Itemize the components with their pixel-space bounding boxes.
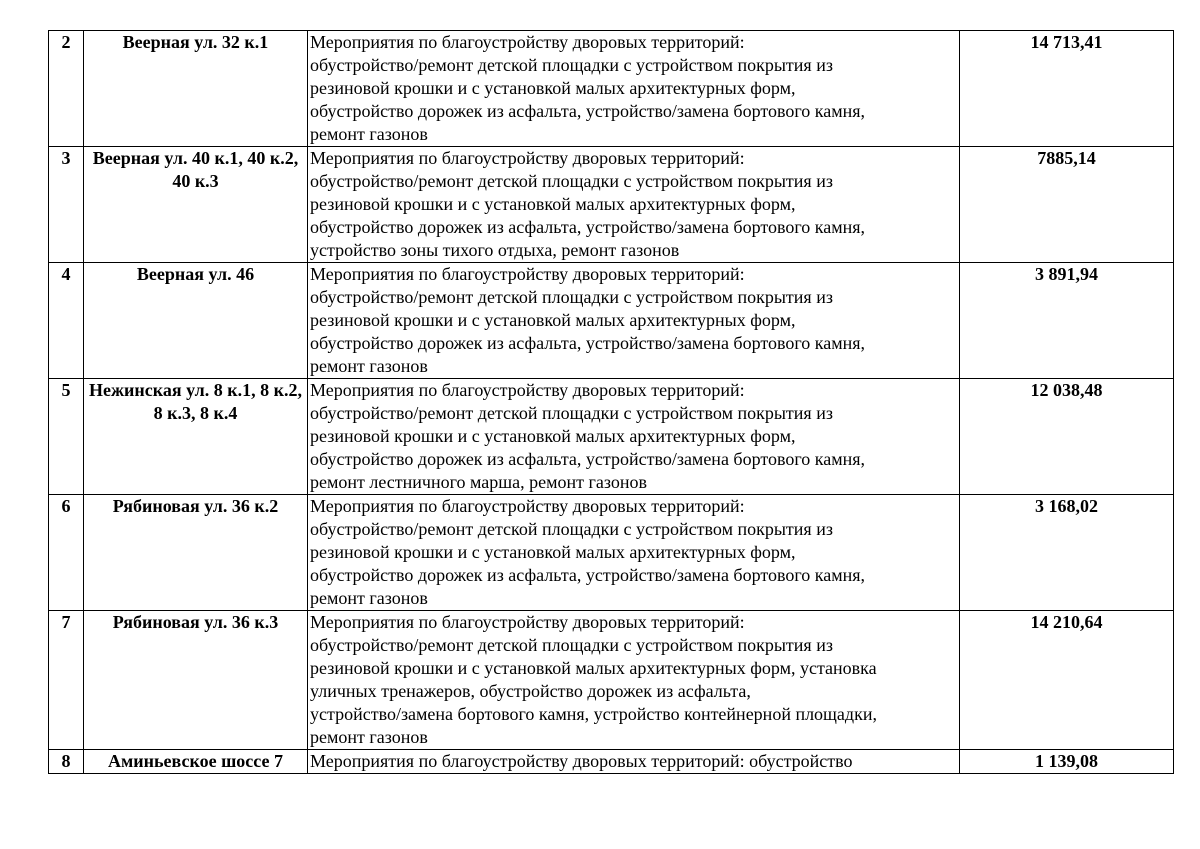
row-number: 5 bbox=[49, 379, 84, 495]
row-number: 8 bbox=[49, 750, 84, 774]
description-line: ремонт газонов bbox=[310, 727, 428, 747]
address-cell: Веерная ул. 32 к.1 bbox=[84, 31, 308, 147]
description-line: обустройство/ремонт детской площадки с устройством покрытия из bbox=[310, 519, 833, 539]
description-line: уличных тренажеров, обустройство дорожек из асфальта, bbox=[310, 681, 751, 701]
address-cell: Аминьевское шоссе 7 bbox=[84, 750, 308, 774]
description-line: обустройство/ремонт детской площадки с устройством покрытия из bbox=[310, 635, 833, 655]
table-body bbox=[49, 31, 1174, 774]
description-line: обустройство дорожек из асфальта, устройство/замена бортового камня, bbox=[310, 449, 866, 469]
amount-cell: 3 891,94 bbox=[960, 263, 1174, 379]
description-line: обустройство дорожек из асфальта, устройство/замена бортового камня, bbox=[310, 565, 866, 585]
description-cell bbox=[308, 611, 960, 750]
improvement-table bbox=[48, 30, 1174, 774]
description-line: обустройство дорожек из асфальта, устройство/замена бортового камня, bbox=[310, 217, 866, 237]
description-line: резиновой крошки и с установкой малых архитектурных форм, bbox=[310, 78, 796, 98]
description-line: Мероприятия по благоустройству дворовых территорий: bbox=[310, 148, 745, 168]
row-number: 6 bbox=[49, 495, 84, 611]
address-cell: Веерная ул. 46 bbox=[84, 263, 308, 379]
description-line: Мероприятия по благоустройству дворовых территорий: обустройство bbox=[310, 751, 853, 771]
description-line: обустройство/ремонт детской площадки с устройством покрытия из bbox=[310, 55, 833, 75]
row-number: 2 bbox=[49, 31, 84, 147]
amount-cell: 3 168,02 bbox=[960, 495, 1174, 611]
amount-cell: 14 210,64 bbox=[960, 611, 1174, 750]
address-cell: Рябиновая ул. 36 к.2 bbox=[84, 495, 308, 611]
description-cell bbox=[308, 147, 960, 263]
table-row bbox=[49, 147, 1174, 263]
row-number: 4 bbox=[49, 263, 84, 379]
description-line: обустройство/ремонт детской площадки с устройством покрытия из bbox=[310, 171, 833, 191]
amount-cell: 1 139,08 bbox=[960, 750, 1174, 774]
amount-cell: 7885,14 bbox=[960, 147, 1174, 263]
description-line: Мероприятия по благоустройству дворовых территорий: bbox=[310, 32, 745, 52]
description-line: ремонт газонов bbox=[310, 124, 428, 144]
address-cell: Веерная ул. 40 к.1, 40 к.2, 40 к.3 bbox=[84, 147, 308, 263]
description-line: резиновой крошки и с установкой малых архитектурных форм, bbox=[310, 310, 796, 330]
description-line: обустройство/ремонт детской площадки с устройством покрытия из bbox=[310, 403, 833, 423]
description-line: устройство зоны тихого отдыха, ремонт газонов bbox=[310, 240, 680, 260]
description-line: резиновой крошки и с установкой малых архитектурных форм, bbox=[310, 542, 796, 562]
description-line: резиновой крошки и с установкой малых архитектурных форм, bbox=[310, 194, 796, 214]
description-cell bbox=[308, 750, 960, 774]
description-line: ремонт лестничного марша, ремонт газонов bbox=[310, 472, 648, 492]
description-line: Мероприятия по благоустройству дворовых территорий: bbox=[310, 264, 745, 284]
description-cell bbox=[308, 379, 960, 495]
description-line: ремонт газонов bbox=[310, 588, 428, 608]
description-line: обустройство дорожек из асфальта, устройство/замена бортового камня, bbox=[310, 333, 866, 353]
amount-cell: 12 038,48 bbox=[960, 379, 1174, 495]
description-line: обустройство дорожек из асфальта, устройство/замена бортового камня, bbox=[310, 101, 866, 121]
description-line: Мероприятия по благоустройству дворовых территорий: bbox=[310, 496, 745, 516]
table-row bbox=[49, 750, 1174, 774]
description-line: обустройство/ремонт детской площадки с устройством покрытия из bbox=[310, 287, 833, 307]
description-line: резиновой крошки и с установкой малых архитектурных форм, bbox=[310, 426, 796, 446]
table-row bbox=[49, 379, 1174, 495]
table-row bbox=[49, 495, 1174, 611]
description-line: Мероприятия по благоустройству дворовых территорий: bbox=[310, 612, 745, 632]
description-cell bbox=[308, 263, 960, 379]
description-line: резиновой крошки и с установкой малых архитектурных форм, установка bbox=[310, 658, 877, 678]
address-cell: Нежинская ул. 8 к.1, 8 к.2, 8 к.3, 8 к.4 bbox=[84, 379, 308, 495]
description-line: Мероприятия по благоустройству дворовых территорий: bbox=[310, 380, 745, 400]
table-row bbox=[49, 611, 1174, 750]
amount-cell: 14 713,41 bbox=[960, 31, 1174, 147]
address-cell: Рябиновая ул. 36 к.3 bbox=[84, 611, 308, 750]
description-line: устройство/замена бортового камня, устройство контейнерной площадки, bbox=[310, 704, 877, 724]
table-row bbox=[49, 263, 1174, 379]
table-row bbox=[49, 31, 1174, 147]
description-cell bbox=[308, 31, 960, 147]
description-cell bbox=[308, 495, 960, 611]
row-number: 7 bbox=[49, 611, 84, 750]
row-number: 3 bbox=[49, 147, 84, 263]
description-line: ремонт газонов bbox=[310, 356, 428, 376]
